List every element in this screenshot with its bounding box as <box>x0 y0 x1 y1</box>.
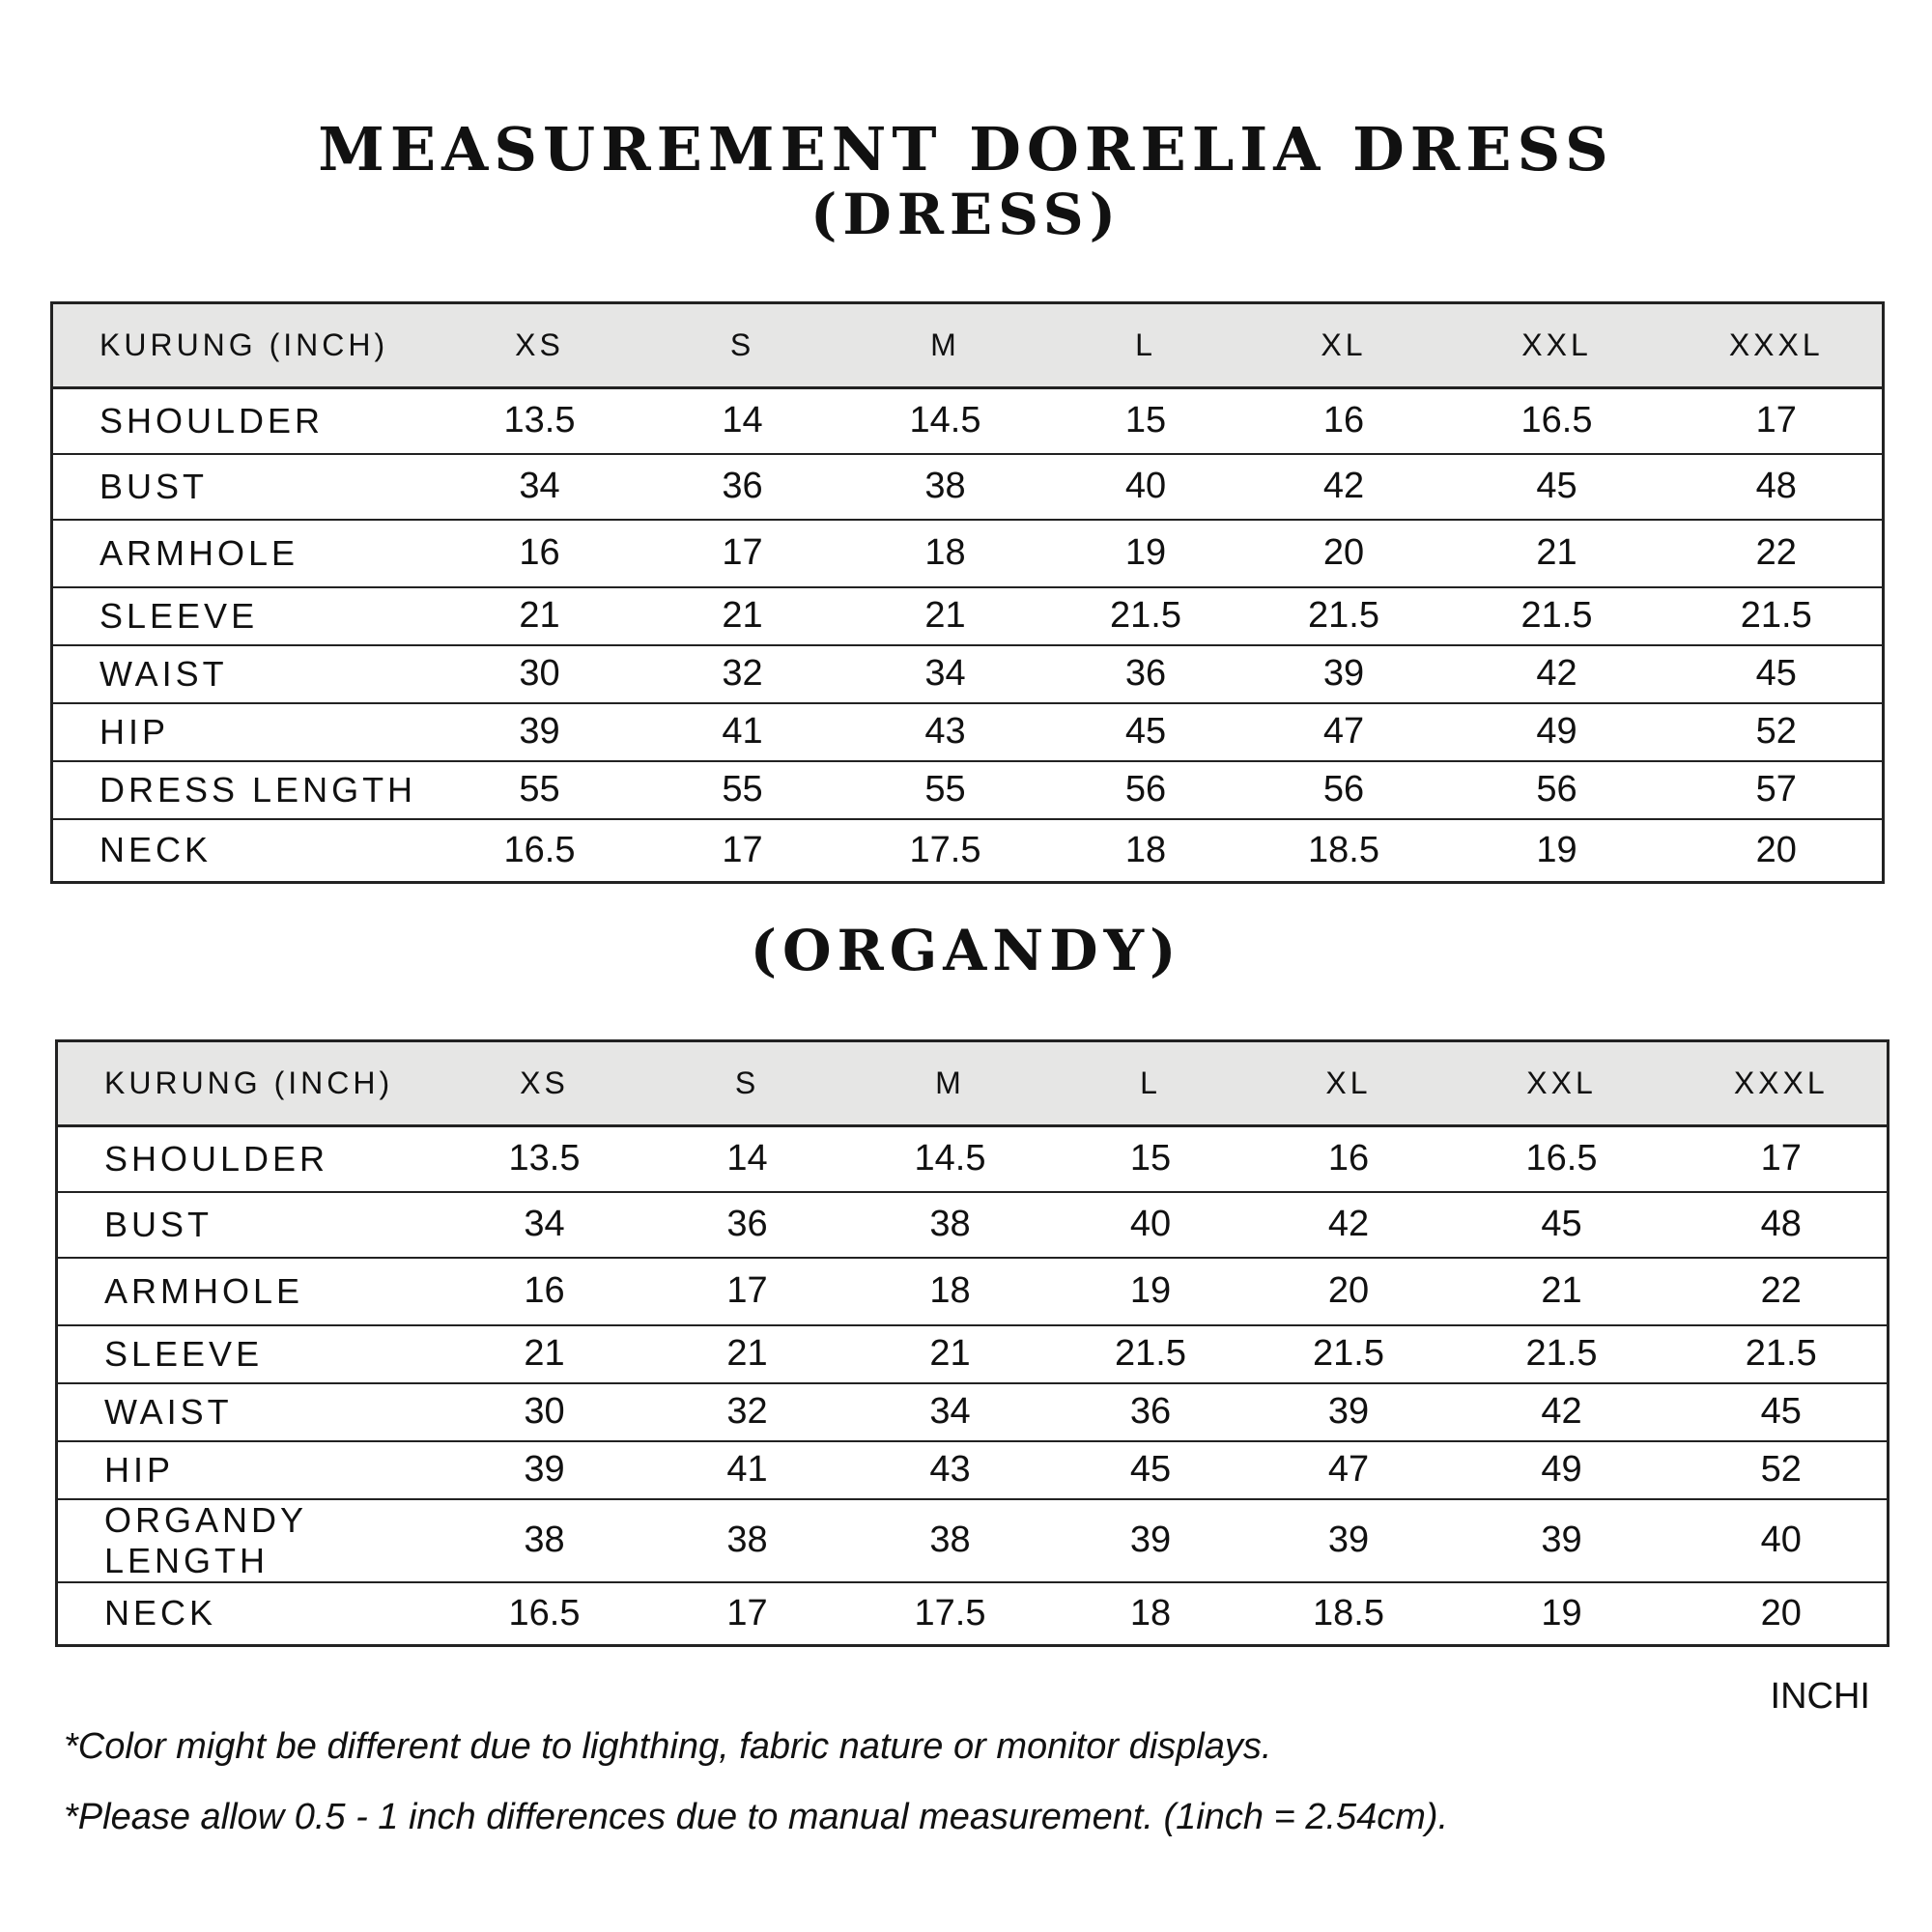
table-cell: 55 <box>722 769 763 810</box>
table-cell: 47 <box>1327 1449 1370 1490</box>
table-cell: 40 <box>1129 1204 1172 1244</box>
table-cell: 17 <box>722 829 763 870</box>
row-label: ORGANDY LENGTH <box>104 1499 307 1580</box>
table-cell: 38 <box>929 1520 971 1560</box>
table-cell: 16.5 <box>1520 400 1593 441</box>
table-cell: 45 <box>1124 711 1167 752</box>
table-cell: 16.5 <box>503 829 576 870</box>
table-cell: 48 <box>1755 466 1797 506</box>
table-cell: 36 <box>722 466 763 506</box>
table-cell: 17 <box>726 1592 768 1634</box>
table-cell: 18.5 <box>1313 1592 1384 1634</box>
table-cell: 21.5 <box>1110 595 1181 636</box>
page-title: MEASUREMENT DORELIA DRESS <box>318 114 1614 185</box>
row-label: ARMHOLE <box>99 532 299 573</box>
table-cell: 22 <box>1755 532 1797 573</box>
table-cell: 47 <box>1322 711 1365 752</box>
table-cell: 56 <box>1536 769 1577 810</box>
table-cell: 17 <box>1760 1138 1802 1179</box>
unit-label: INCHI <box>1770 1676 1870 1717</box>
table-cell: 18 <box>924 532 966 573</box>
table-cell: 56 <box>1322 769 1365 810</box>
dress-table-header-row <box>52 303 1884 388</box>
table-cell: 18 <box>1124 829 1167 870</box>
column-header: L <box>1047 303 1245 388</box>
row-label: DRESS LENGTH <box>99 769 417 810</box>
table-row <box>57 1325 1889 1383</box>
table-cell: 42 <box>1322 466 1365 506</box>
table-cell: 39 <box>524 1449 565 1490</box>
table-cell: 18 <box>1129 1592 1172 1634</box>
table-cell: 38 <box>524 1520 565 1560</box>
table-row <box>52 645 1884 703</box>
table-row <box>57 1499 1889 1582</box>
table-cell: 52 <box>1755 711 1797 752</box>
table-cell: 18 <box>929 1270 971 1311</box>
table-cell: 16.5 <box>1525 1138 1598 1179</box>
column-header: S <box>641 303 844 388</box>
table-cell: 19 <box>1536 829 1577 870</box>
table-row <box>52 819 1884 883</box>
table-row <box>52 388 1884 454</box>
table-cell: 39 <box>1541 1520 1582 1560</box>
table-cell: 21.5 <box>1520 595 1593 636</box>
organdy-table-header-row <box>57 1041 1889 1126</box>
table-cell: 55 <box>519 769 560 810</box>
table-cell: 43 <box>924 711 966 752</box>
table-cell: 36 <box>726 1204 768 1244</box>
table-row <box>52 703 1884 761</box>
table-cell: 39 <box>519 711 560 752</box>
row-label: SLEEVE <box>104 1333 264 1374</box>
table-cell: 13.5 <box>508 1138 581 1179</box>
table-cell: 21 <box>519 595 560 636</box>
column-header: XXL <box>1448 1041 1676 1126</box>
table-cell: 17.5 <box>909 829 981 870</box>
table-cell: 36 <box>1124 653 1167 694</box>
table-cell: 45 <box>1755 653 1797 694</box>
table-cell: 30 <box>519 653 560 694</box>
table-cell: 41 <box>726 1449 768 1490</box>
table-cell: 21.5 <box>1115 1333 1186 1374</box>
table-cell: 21 <box>726 1333 768 1374</box>
table-cell: 13.5 <box>503 400 576 441</box>
table-cell: 52 <box>1760 1449 1802 1490</box>
table-cell: 57 <box>1755 769 1797 810</box>
table-cell: 14 <box>726 1138 768 1179</box>
organdy-size-table <box>55 1039 1889 1647</box>
table-cell: 19 <box>1129 1270 1172 1311</box>
row-label: WAIST <box>99 653 228 694</box>
table-cell: 21 <box>924 595 966 636</box>
table-cell: 17 <box>1755 400 1797 441</box>
column-header: XXXL <box>1676 1041 1889 1126</box>
table-cell: 16.5 <box>508 1592 581 1634</box>
column-header: L <box>1052 1041 1250 1126</box>
organdy-section-heading: (ORGANDY) <box>750 918 1182 983</box>
table-cell: 42 <box>1536 653 1577 694</box>
row-label: SHOULDER <box>104 1138 329 1179</box>
table-cell: 21 <box>1541 1270 1582 1311</box>
table-cell: 21 <box>524 1333 565 1374</box>
table-cell: 21 <box>722 595 763 636</box>
footnote-color: *Color might be different due to lighthing, fabric nature or monitor displays. <box>64 1726 1272 1767</box>
table-cell: 21.5 <box>1745 1333 1817 1374</box>
table-row <box>52 520 1884 587</box>
table-cell: 56 <box>1124 769 1167 810</box>
column-header: M <box>849 1041 1052 1126</box>
column-header: XS <box>443 1041 646 1126</box>
table-cell: 32 <box>726 1391 768 1432</box>
table-cell: 42 <box>1541 1391 1582 1432</box>
table-cell: 30 <box>524 1391 565 1432</box>
table-cell: 34 <box>524 1204 565 1244</box>
table-cell: 49 <box>1541 1449 1582 1490</box>
table-cell: 45 <box>1541 1204 1582 1244</box>
table-cell: 42 <box>1327 1204 1370 1244</box>
table-cell: 39 <box>1327 1520 1370 1560</box>
table-cell: 45 <box>1536 466 1577 506</box>
column-header: XL <box>1250 1041 1448 1126</box>
table-row <box>57 1192 1889 1258</box>
row-label: SHOULDER <box>99 400 325 440</box>
column-header: M <box>844 303 1047 388</box>
column-header: KURUNG (INCH) <box>52 303 439 388</box>
table-cell: 21.5 <box>1308 595 1379 636</box>
table-cell: 39 <box>1129 1520 1172 1560</box>
table-row <box>57 1582 1889 1646</box>
table-cell: 16 <box>1327 1138 1370 1179</box>
row-label: NECK <box>104 1593 217 1634</box>
table-cell: 14.5 <box>909 400 981 441</box>
table-cell: 39 <box>1327 1391 1370 1432</box>
table-cell: 17.5 <box>914 1592 986 1634</box>
table-cell: 32 <box>722 653 763 694</box>
dress-section-heading: (DRESS) <box>810 182 1122 247</box>
row-label: ARMHOLE <box>104 1270 304 1311</box>
column-header: KURUNG (INCH) <box>57 1041 443 1126</box>
table-cell: 38 <box>929 1204 971 1244</box>
table-cell: 14 <box>722 400 763 441</box>
table-cell: 21 <box>929 1333 971 1374</box>
table-cell: 45 <box>1760 1391 1802 1432</box>
table-cell: 38 <box>924 466 966 506</box>
table-row <box>57 1383 1889 1441</box>
table-cell: 21.5 <box>1525 1333 1598 1374</box>
table-row <box>57 1126 1889 1192</box>
table-cell: 14.5 <box>914 1138 986 1179</box>
table-cell: 19 <box>1541 1592 1582 1634</box>
table-cell: 16 <box>524 1270 565 1311</box>
table-cell: 21.5 <box>1740 595 1812 636</box>
column-header: S <box>646 1041 849 1126</box>
table-row <box>52 587 1884 645</box>
row-label: HIP <box>99 711 170 752</box>
table-cell: 39 <box>1322 653 1365 694</box>
row-label: WAIST <box>104 1391 233 1432</box>
row-label: NECK <box>99 830 213 870</box>
table-cell: 38 <box>726 1520 768 1560</box>
row-label: BUST <box>99 466 209 506</box>
column-header: XS <box>439 303 641 388</box>
column-header: XXXL <box>1671 303 1884 388</box>
table-cell: 21.5 <box>1313 1333 1384 1374</box>
row-label: HIP <box>104 1449 175 1490</box>
table-cell: 21 <box>1536 532 1577 573</box>
column-header: XL <box>1245 303 1443 388</box>
dress-size-table <box>50 301 1885 884</box>
table-cell: 20 <box>1327 1270 1370 1311</box>
table-cell: 18.5 <box>1308 829 1379 870</box>
table-cell: 41 <box>722 711 763 752</box>
table-row <box>57 1258 1889 1325</box>
column-header: XXL <box>1443 303 1671 388</box>
table-cell: 45 <box>1129 1449 1172 1490</box>
table-cell: 48 <box>1760 1204 1802 1244</box>
table-cell: 34 <box>924 653 966 694</box>
table-cell: 36 <box>1129 1391 1172 1432</box>
table-cell: 15 <box>1124 400 1167 441</box>
table-cell: 34 <box>929 1391 971 1432</box>
table-cell: 34 <box>519 466 560 506</box>
table-cell: 17 <box>722 532 763 573</box>
table-cell: 17 <box>726 1270 768 1311</box>
table-row <box>52 454 1884 520</box>
dress-table-body <box>52 388 1884 883</box>
table-cell: 22 <box>1760 1270 1802 1311</box>
table-cell: 15 <box>1129 1138 1172 1179</box>
row-label: BUST <box>104 1204 213 1244</box>
table-cell: 40 <box>1760 1520 1802 1560</box>
table-cell: 40 <box>1124 466 1167 506</box>
organdy-table-body <box>57 1126 1889 1646</box>
table-row <box>52 761 1884 819</box>
table-cell: 20 <box>1760 1592 1802 1634</box>
table-row <box>57 1441 1889 1499</box>
table-cell: 20 <box>1322 532 1365 573</box>
table-cell: 16 <box>519 532 560 573</box>
table-cell: 55 <box>924 769 966 810</box>
table-cell: 43 <box>929 1449 971 1490</box>
table-cell: 19 <box>1124 532 1167 573</box>
footnote-measurement: *Please allow 0.5 - 1 inch differences due to manual measurement. (1inch = 2.54cm). <box>64 1797 1449 1837</box>
table-cell: 16 <box>1322 400 1365 441</box>
table-cell: 49 <box>1536 711 1577 752</box>
table-cell: 20 <box>1755 829 1797 870</box>
row-label: SLEEVE <box>99 595 259 636</box>
